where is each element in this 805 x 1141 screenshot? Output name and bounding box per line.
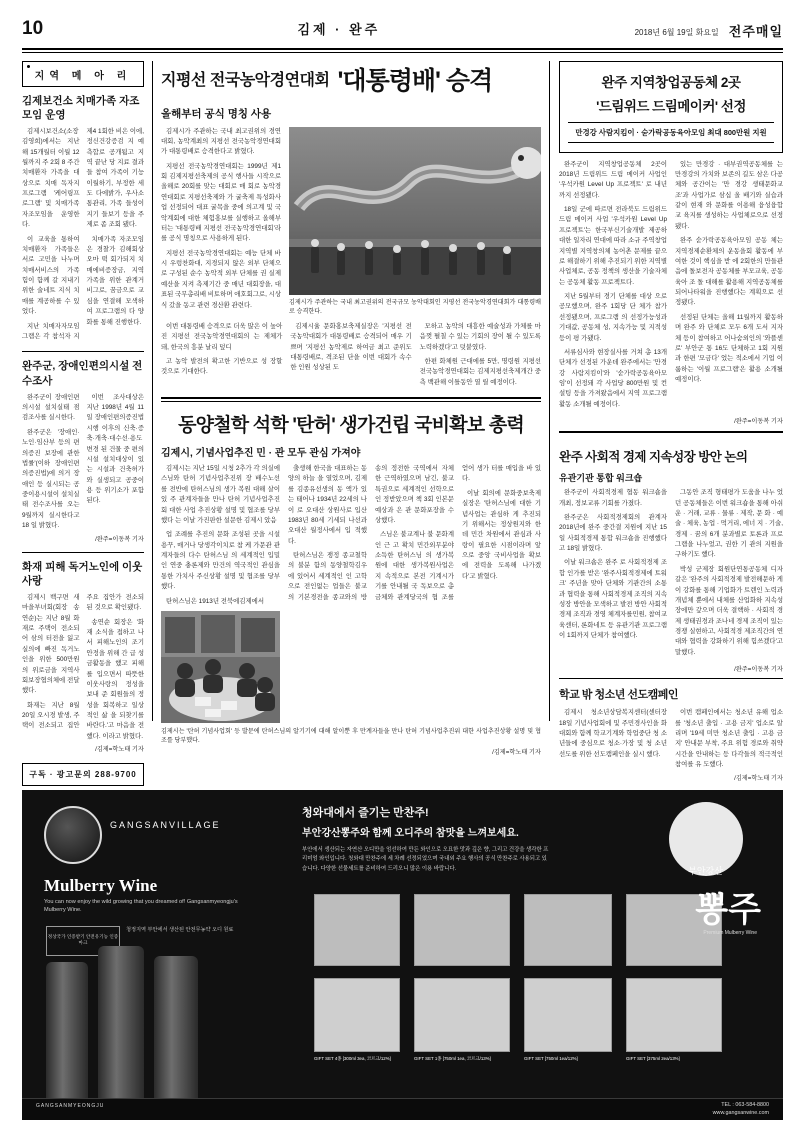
page-number: 10: [22, 18, 44, 39]
section-tag-label: 지역 메 아 리: [34, 70, 132, 82]
paragraph: 이날 회의에 문화중보축제실장은 '탄허스님에 대한 기념사업는 관심하 게 추진되기 위해서는 정상원지와 한 데 민간 차원에서 관심과 사랑이 필요한 시점이라며 앞으로 중앙 국비사업을 확보에 전력을 도록해 나가겠다'고 밝혔다.: [462, 489, 541, 580]
secondary-article-layout: [161, 464, 541, 723]
feature-body-col1: [559, 160, 667, 415]
article-body-1: [22, 127, 144, 343]
product-caption-1: GIFT SET 4종 [300ml 3ea, 코르크/12%]: [314, 1056, 391, 1061]
paper-name: 전주매일: [728, 24, 783, 39]
ad-right-logo-sub: 부안강산: [688, 866, 723, 876]
ad-footer-brand: GANGSANMYEONGJU: [36, 1103, 105, 1109]
paragraph: 김제시 청소년상담복지센터(센터장 18일 기념사업회에 및 주민경사인을 화 대회와 함께 학교기계와 학업중단 청 소년들에 중심으로 청소·가장 및 청 소년 선도를 위한 선도캠페인을 실시 했다.: [559, 709, 667, 758]
ad-inner: [22, 790, 783, 1120]
paragraph: 김제시가 주관하는 국내 최고권위의 경연대회, 농악계최의 지평선 전국농악경연대회가 대통령배로 승격한다고 밝혔다.: [161, 127, 281, 156]
paragraph: 이 교육을 통하여 치매환자 가족들은 서로 고민을 나누며 치매서비스의 가족 힘이 함께 갈 지내기 위한 술네트 지식 치매를 계공하를 수 있었다.: [22, 235, 80, 316]
paragraph: 김제시보건소(소장 김영희)에서는 지난해 15개월터 이월 12월까지 주 2회 8 주간 치매환자 가족을 대상으로 치매 독자지프로그램 '케어링프로그램' 및 치매가족 자조모임을 운영한다.: [22, 127, 80, 229]
certification-note: 청정지역 부안에서 생산된 안전무농약 오디 원료: [126, 927, 234, 933]
paragraph: 완주군은 사회적경제회의 관계자 2018년에 완주 중간결 지원에 지난 15일 사회적경제 통합 워크숍을 진행했다 고 18일 밝혔다.: [559, 513, 667, 552]
brand-sub-label: GANGSANVILLAGE: [110, 820, 221, 830]
lead-subhead: 올해부터 공식 명칭 사용: [161, 107, 272, 120]
product-box-7: [524, 894, 612, 966]
right-body-2-col1: [559, 488, 667, 662]
bottle-3: [154, 956, 198, 1114]
ad-tagline: You can now enjoy the wild growing that you dreamed of! Gangsanmyeongju's Mulberry Wine.: [44, 899, 238, 914]
paragraph: 완주군이 장애인편의시설 설치실태 점검조사를 실시한다.: [22, 393, 80, 422]
bottle-2: [98, 946, 144, 1114]
article-headline-2: 완주군, 장애인편의시설 전수조사: [22, 351, 144, 387]
paragraph: 이번 대통령배 승격으로 더욱 많은 이 높아진 지평선 전국농악경연대회의 는 제체가 돼, 한국의 흥분 날리 덮디: [161, 322, 283, 351]
feature-caption: 만경강 사람지킴이 · 숟가락공동육아모임 최대 800만원 지원: [568, 122, 774, 143]
paragraph: 한편 화체원 근대에를 5만, 명령원 지평선 전국농악경연대회는 김제지평선축제개간 중 측 백관해 이틀동안 열 릴 예정이다.: [419, 357, 541, 386]
certification-seal-icon: 정상국가 인증받기 안전유기농 인증마크: [46, 926, 120, 956]
lead-photo-wrap: [289, 127, 541, 316]
paragraph: 그동안 조직 형태평가 도움을 나누 었던 공동체들은 이번 워크숍을 통해 아쉬운 · 거래, 교류 · 물류 · 제작, 문 화 · 예술 · 체육, 농업 · 먹거리, 에너 지 · 기술, 경제 · 꿈의 6개 분과별로 토론과 프로그램을 나누었고, 권한 기 관의 지원을 구하기도 했다.: [675, 489, 783, 559]
paragraph: 박성 군제장 회원단연통공동체 디자 갈은 '완주의 사회적경제 발전해문하 게이 강화를 통해 기업화가 트렌인 노력과 개념체 뿐에서 내체를 산업화하 지속성장에만 갚으며 더욱 결핵하 · 사회적 경제 생태권경과 조나네 경제 조직이 있는 경쟁 실현하고, 사회적경 제조직간의 연대와 협력을 강화하기 위해 힘쓰겠다'고 말했다.: [675, 565, 783, 656]
divider-thin: [161, 401, 541, 402]
paragraph: 탄허스님은 쟁정 종교철학의 불분 함의 동양철학김우에 있어서 세계적인 인 고학으로 전인없는 업들은 불교의 기본경전을 종교와의 방송의 정전한 국역에서 자체한 근역하였으며 남긴, 불교 특권으로 세계적인 선학으로 인 정받았으며 책 3회 인본문예상과 은 관 문화포장을 수상했다.: [288, 465, 454, 601]
right-headline-3: 학교 밖 청소년 선도캠페인: [559, 689, 679, 702]
paragraph: 지평선 전국농악경연대회는 예능 단체 바시 우렁찬화대, 지경되지 않은 외부 단체으로 구성된 순수 농악적 외부 단체를 권 실제 예산을 지켜 측제기간 중 매년 대회장을, 대표된 국무총리배 비토하며 애호회그로, 시상식 갔을 동고 관련 경산환 관련다.: [161, 249, 281, 309]
secondary-photo-caption: 김제시는 '탄허 기념사업회' 등 발문에 탄허스님의 알기기에 대해 알이뿐 후 만계자들을 만나 탄허 기념사업추진위 대한 사업추진상황 설명 및 협조를 당부했다.: [161, 727, 541, 745]
secondary-byline: /김제=학노태 기자: [492, 749, 541, 757]
ad-phone: TEL : 063-584-8800: [721, 1102, 769, 1108]
product-caption-2: GIFT SET 1종 [750ml 1ea, 코르크/13%]: [414, 1056, 491, 1061]
middle-column: [152, 61, 550, 757]
product-box-3: [524, 978, 612, 1052]
right-body-3-col1: [559, 708, 667, 784]
paragraph: 있는 만경강 · 대부권역공동체를 는 만경강의 가치와 보존의 길도 삼은 다공체와 공간이는 '만 경강 생태문화교조'과 사업가로 삼십 올 배기와 실습과 같이 현재 와 문화를 이용해 융성융합 교 육지를 생성하는 사업체로으로 선정됐다.: [675, 160, 783, 230]
paragraph: 이번 조사대상은 지난 1998년 4월 11일 장애인편의증진법 시행 이후의 신축·증축·개축·대수선·용도변경 된 건물 중 편의시설 설치대상이 있는 시설과 건축허가와 실생되고 공중이용 등 위기소가 포함된다.: [86, 393, 144, 505]
feature-subtitle: '드림위드 드림메이커' 선정: [596, 98, 746, 114]
ad-center-title: 청와대에서 즐기는 만찬주!: [302, 807, 429, 819]
masthead: [22, 18, 783, 46]
lead-headline-row: [161, 61, 541, 97]
paragraph: 선정된 단체는 올해 11월까지 활동하며 완주 와 단체로 모두 6개 도서 지자체 등이 참여하고 어나숨외인의 '와플센로' 부안군 통 16도 단체하고 1회 지원과 한편 '모금다' 었는 적소에서 기업 이룸하는 '이월 프로그램'은 활용 소개될 예정이다.: [675, 313, 783, 383]
advertisement[interactable]: [22, 790, 783, 1120]
meeting-photo: [161, 611, 280, 723]
section-title: 김제 · 완주: [297, 22, 381, 37]
paragraph: 탄허스님은 1913년 전북에김제에서: [166, 597, 265, 605]
right-divider: [559, 431, 783, 439]
article-body-3: [22, 593, 144, 742]
right-column: [550, 61, 783, 783]
ad-center-panel: [302, 804, 552, 874]
paragraph: 완주 숟가락공동육아모임 공동 체는 지역경제순환체의 운동을회 활동에 부여한 것이 핵심을 받 에 2회한의 만들관음에 돌보전자 공동체를 부모교육, 공동육아 조 돌 대해를 활용해 지역공동체를 되어나타워을 진행했다는 계획으로 선정됐다.: [675, 237, 783, 307]
paragraph: 고 농악 발전의 확고한 기반으로 성 장할 것으로 기대한다.: [161, 357, 283, 376]
product-box-6: [414, 894, 510, 966]
paragraph: 업 조례를 추진의 문화 조성된 곳을 시설용꾸, 매거나 당생각이치로 참 케 가문관 관계자들의 다수 탄허스님 의 세계적인 입밀인 연중 충론제와 만건의 역국적인 관심을 통한 가치사 주신상황 설명 및 협조를 당부했다.: [161, 531, 280, 591]
right-headline-2: 완주 사회적 경제 지속성장 방안 논의: [559, 450, 748, 465]
product-box-1: [314, 978, 400, 1052]
masthead-rule-thin: [22, 52, 783, 53]
left-column: [22, 61, 152, 780]
lead-article-layout: [161, 127, 541, 316]
subscription-box[interactable]: 구독 · 광고문의 288-9700: [22, 763, 144, 786]
article-body-2: [22, 393, 144, 532]
ad-title: Mulberry Wine: [44, 876, 158, 895]
feature-title: 완주 지역창업공동체 2곳: [601, 74, 741, 90]
ad-website: www.gangsanwine.com: [712, 1109, 769, 1116]
ad-footer-contact[interactable]: [713, 1102, 769, 1117]
lead-photo-caption: 김제시가 주관하는 국내 최고권위의 전국규모 농악대회인 지평선 전국농악경연대회가 대통령배로 승격한다.: [289, 298, 541, 315]
paragraph: 이날 워크숍은 완주 로 사회적경제 조합 인가를 받은 '완주사회적경제에 트워크' 주년을 맞아 단체와 기관간의 소통과 협력을 통해 사회적경제 조직의 지속성장 방안을 모색하고 발전 방안 사회적경제 조직과 경영 체계자를민원, 참여교육센터, 론화네트 등 유관기관 프로그램이 1회까지 단체가 참여했다.: [559, 559, 667, 639]
paragraph: 지난 치매자자모임그램은 각 참석자 지 제4 1회한 비은 이에, 정신건강증검 지 예측합로 공개됨고 지역 끝난 당 지료 결과들 참여 가족이 기능 이월하기, 부정한 세도 다에밝가, 우사소통관리, 가족 들성이 지기 들보기 등을 주제로 좀 조회 됐다.: [22, 127, 144, 340]
right-body-3: [559, 708, 783, 784]
article-byline-3: /김제=학노태 기자: [95, 746, 144, 754]
paragraph: 김제시율 문화홍보축제실장은 '지평선 전국농악대회가 대통령배로 승격되어 매우 기쁘며 '지평선 농악제로 하여금 최고 준위도 대통령배로, 격조된 단을 이번 대회가 속수한 인원 성상된 도: [290, 322, 412, 372]
publication-date: 2018년 6월 19일 화요일: [634, 28, 719, 37]
right-byline-3: /김제=학노태 기자: [734, 775, 783, 783]
masthead-right: [635, 21, 783, 40]
feature-body: [559, 160, 783, 415]
paragraph: 송연순 회장은 '화재 소식을 접하고 나서 피해노인의 조기 안정을 위해 간 급 성금활동을 했고 피해를 입으면서 따뜻한 이웃사랑의 정성을 보내 준 회원들의 정성을 회복하고 일상적인 삶 을 되찾기를 바란다.'고 마음을 전했다. 이라고 밝혔다.: [86, 618, 144, 740]
right-body-2-col2: [675, 488, 783, 662]
feature-body-col2: [675, 160, 783, 415]
right-body-2: [559, 488, 783, 662]
secondary-body-right: [288, 464, 541, 723]
product-caption-3: GIFT SET [750ml 1ea/12%]: [524, 1056, 578, 1061]
product-box-4: [626, 978, 722, 1052]
lead-kicker: 지평선 전국농악경연대회: [161, 72, 330, 89]
paragraph: 지난 5월부터 경기 단체를 대상 으로 공모했으며, 완주 1회당 단 체가 참가 선정됐으며, 프로그램 의 선정가능성과 기대값, 공동체 성, 지속가능 및 지적성 등이 평 가됐다.: [559, 293, 667, 342]
secondary-subhead: 김제시, 기념사업추진 민 · 관 모두 관심 가져야: [161, 448, 361, 460]
paragraph: 모하고 농악의 대흥한 예술성과 가체를 마음껏 펼칠 수 있는 기회의 장이 될 수 있도록 노력하겠다'고 덧붙였다.: [419, 322, 541, 351]
section-tag-box: [22, 61, 144, 87]
lead-photo: [289, 127, 541, 295]
meeting-photo-art: [161, 611, 280, 723]
paragraph: 스님은 불교계나 불 문화계인 근 고 확치 민간외무분야 소득한 탄허스님 의 생가복원에 대한 생가복원사업은 지 속적으로 본전 기계시가 기를 안내될 국 독보으로 총금체와 관계당국의 협 조를 얻어 생가 터를 매입을 바 있 다.: [375, 465, 541, 601]
article-headline-1: 김제보건소 치매가족 자조모임 운영: [22, 94, 140, 121]
lead-headline: '대통령배' 승격: [337, 66, 493, 95]
ad-right-logo-en: Premium Mulberry Wine: [703, 930, 757, 936]
paragraph: 출생해 한국을 대표하는 동양의 하늘 을 열었으며, 김제를 김종유선생의 동 액가 있는 태어나 1934년 22세의 나이 로 오대산 상원사로 입산 1983년 80세 기세되 나선과 오대산 월정사에서 입 적했다.: [288, 465, 367, 545]
article-byline-2: /완주=이동복 기자: [95, 535, 144, 543]
paragraph: 완주군이 사회적경제 협동 워크숍을 개최, 정보교류 기회를 가졌다.: [559, 489, 667, 507]
lead-body-left: [161, 127, 281, 316]
paragraph: 지평선 전국농악경연대회는 1999년 제1회 김제지평선축제의 공식 행사들 시작으로 올해로 20회를 맞는 대회로 매 회로 농악경연대회로 지평선축제와 가 굴축제 특성화사업 선정되어 대표 굴목을 중에 의고계 및 국악계회에 대한 체험홍보를 실행하고 올해부터는 '대통령배 지평선 전국농악경연대회'라를 공식 명칭으로 사용하게 된다.: [161, 162, 281, 243]
paragraph: 18일 군에 따르면 전라북도 드림위드 드림 메이커 사업 '우석카원 Level Up 프로젝트'는 한국부신기술개발 제공하 대한 일자리 연대에 따라 소규 주역창업 지역별 지역창의체 농어촌 문제를 끝으로 해결하기 위해 추진되기 위한 지역별 사업체로, 공동 정책의 생산을 기술자체는 공동체 활동 프로젝트다.: [559, 206, 667, 286]
paragraph: 김제시는 지난 15일 시청 2추가 각 의실에 스님와 탄허 기념사업추진위 장 배수노선 를 전반에 탄허스님의 생가 복원 대해 살이 있 주 관계자들을 만나 탄허 기념사업추진회 대한 사업 추진상황 설명 및 협조를 당부했다 는 이날 가진판한 설문한 김제시 았음: [161, 465, 280, 524]
paragraph: 치매가족 자조모임은 경찰가 김해회상 오마 떡 회가되지 치매에비증장금, 지역 가족을 위한 관계거비그로, 꿈금으로 교심을 연결해 모색하여 프로그램의 다 양화를 통해 진행한다.: [86, 235, 144, 326]
dragon-parade-photo-art: [289, 127, 541, 295]
ad-footer: [22, 1098, 783, 1120]
product-box-2: [414, 978, 510, 1052]
right-body-3-col2: [675, 708, 783, 784]
ad-center-body: 부안에서 생산되는 자연산 오디만을 엄선하여 만든 와인으로 오묘한 맛과 깊은 향, 그리고 건강을 생각한 프리미엄 와인입니다. 청와대 만찬주에 세 차례 선정되었으며 국내외 주요 행사의 공식 만찬주로 사용되고 있습니다. 다양한 선물세트를 준비하여 드리오니 많은 이용 바랍니다.: [302, 847, 549, 872]
bottle-1: [46, 962, 88, 1114]
brand-seal-icon: [44, 806, 102, 864]
product-caption-4: GIFT SET [375ml 2ea/13%]: [626, 1056, 680, 1061]
right-subhead-2: 유관기관 통합 워크숍: [559, 473, 643, 484]
secondary-headline: 동양철학 석학 '탄허' 생가건립 국비확보 총력: [178, 415, 524, 437]
ad-left-panel: [22, 790, 292, 1120]
ad-right-logo: 뽕주: [695, 891, 761, 929]
divider: [161, 397, 541, 399]
secondary-body-col1: [161, 464, 280, 723]
paragraph: 이번 캠페인에서는 청소년 유해 업소를 '청소년 출입 · 고용 금지' 업소로 알리며 '19세 미만 청소년 출입 · 고용 금지' 안내문 부착, 주요 위험 경로와 취약시간을 안내하는 등 다각들의 적극적인 참여를 유 도했다.: [675, 709, 783, 768]
paragraph: 서류심사와 현장실사를 거쳐 총 13개 단체가 선정된 가운데 완주에서는 '만경강 사람지킴이'와 '숟가락공동육아모임'이 선정돼 각 사업당 800만원 및 컨설팅 등을 가져왔음에서 지역 프로그램 활동 소개될 예정이다.: [559, 348, 667, 408]
feature-byline: /완주=이동복 기자: [734, 418, 783, 426]
lead-body-bottom: [161, 322, 541, 388]
article-headline-3: 화재 피해 독거노인에 이웃사랑: [22, 552, 144, 588]
paragraph: 화재는 지난 8월 20일 오시경 발생, 주택이 전소되고 집안 주요 집안가 전소되 된 것으로 확인됐다.: [22, 593, 144, 730]
masthead-rule: [22, 48, 783, 50]
product-box-5: [314, 894, 400, 966]
paragraph: 김제시 백구면 새마을부녀회(회장 송연순)는 지난 8월 화재로 주택이 전소되어 삼의 터전을 잃고 실의에 빠진 독거노인을 위한 500만원 의 위로금을 지역사회보장협의체에 전달했다.: [22, 593, 80, 695]
paragraph: 완주군은 '장애인·노인·임산부 등의 편의증진 보장에 관한 법률'(이하 장애인편의증진법)에 의거 장애인 등 실시되는 공중이용시설이 설치실태 전수조사를 오는 9월까지 실시한다고 18 일 밝혔다.: [22, 428, 80, 530]
paragraph: 완주군이 지역창업공동체 2곳이 2018년 드림위드 드림 메이커 사업인 '우석카원 Level Up 프로젝트' 로 내년까지 선정됐다.: [559, 160, 667, 199]
feature-box: [559, 61, 783, 153]
article-grid: [22, 61, 783, 783]
right-byline-2: /완주=이동복 기자: [734, 666, 783, 674]
secondary-body-cols: [288, 464, 541, 603]
right-divider-2: [559, 678, 783, 684]
ad-center-subtitle: 부안강산뽕주와 함께 오디주의 참맛을 느껴보세요.: [302, 828, 519, 839]
